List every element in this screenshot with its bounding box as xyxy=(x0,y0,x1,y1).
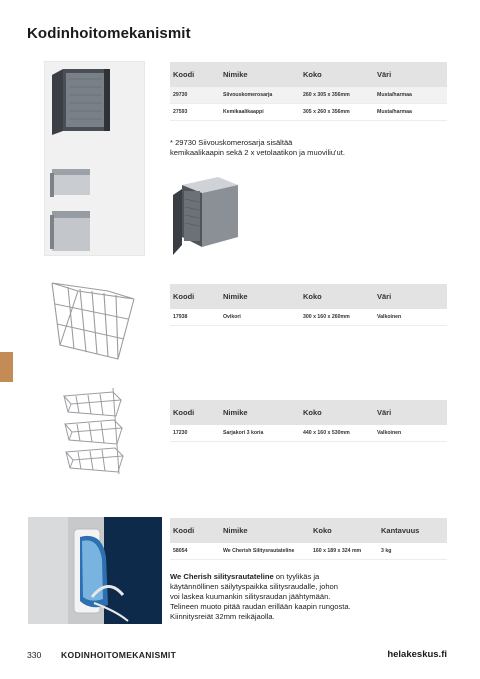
cell-code: 27593 xyxy=(173,109,188,115)
col-color: Väri xyxy=(377,70,392,79)
page-title: Kodinhoitomekanismit xyxy=(27,25,191,42)
cell-size: 300 x 160 x 260mm xyxy=(303,314,350,320)
col-name: Nimike xyxy=(223,292,248,301)
cabinet-note-line: kemikaalikaapin sekä 2 x vetolaatikon ja muoviliu'ut. xyxy=(170,148,345,157)
page-number: 330 xyxy=(27,650,42,660)
col-code: Koodi xyxy=(173,408,195,417)
cell-color: Valkoinen xyxy=(377,314,402,320)
cell-size: 260 x 305 x 356mm xyxy=(303,92,350,98)
chemical-cabinet-image xyxy=(170,175,240,260)
col-size: Koko xyxy=(303,408,322,417)
footer-section-title: KODINHOITOMEKANISMIT xyxy=(61,650,177,660)
cabinet-table xyxy=(170,62,447,121)
iron-description-bold: We Cherish silitysrautateline xyxy=(170,572,274,581)
col-size: Koko xyxy=(303,292,322,301)
iron-holder-table xyxy=(170,518,447,560)
table-row xyxy=(170,87,447,104)
table-row xyxy=(170,104,447,121)
table-row xyxy=(170,309,447,326)
col-code: Koodi xyxy=(173,292,195,301)
cell-color: Musta/harmaa xyxy=(377,92,412,98)
col-name: Nimike xyxy=(223,408,248,417)
col-name: Nimike xyxy=(223,70,248,79)
door-basket-table xyxy=(170,284,447,326)
iron-description-line: Kiinnitysreiät 32mm reikäjaolla. xyxy=(170,612,275,621)
col-code: Koodi xyxy=(173,526,195,535)
cleaning-cabinet-set-image xyxy=(44,61,145,256)
cell-name: Ovikori xyxy=(223,314,241,320)
col-color: Väri xyxy=(377,408,392,417)
col-size: Koko xyxy=(303,70,322,79)
cell-size: 305 x 260 x 356mm xyxy=(303,109,350,115)
cell-name: Siivouskomerosarja xyxy=(223,92,273,98)
cell-size: 440 x 160 x 530mm xyxy=(303,430,350,436)
cell-name: Sarjakori 3 koria xyxy=(223,430,264,436)
table-header xyxy=(170,518,447,543)
col-name: Nimike xyxy=(223,526,248,535)
col-load-capacity: Kantavuus xyxy=(381,526,420,535)
iron-holder-description xyxy=(170,572,450,622)
cell-code: 58054 xyxy=(173,548,188,554)
table-row xyxy=(170,543,447,560)
iron-description-line: käytännöllinen säilytyspaikka silitysraudalle, johon xyxy=(170,582,338,591)
col-code: Koodi xyxy=(173,70,195,79)
cell-load-capacity: 3 kg xyxy=(381,548,392,554)
cell-code: 29730 xyxy=(173,92,188,98)
table-row xyxy=(170,425,447,442)
iron-description-line xyxy=(170,572,450,582)
cell-size: 160 x 189 x 324 mm xyxy=(313,548,362,554)
iron-holder-image xyxy=(28,517,162,624)
cabinet-note-line: * 29730 Siivouskomerosarja sisältää xyxy=(170,138,293,147)
col-size: Koko xyxy=(313,526,332,535)
table-header xyxy=(170,400,447,425)
cell-color: Valkoinen xyxy=(377,430,402,436)
door-basket-image xyxy=(48,279,138,369)
iron-description-line: Telineen muoto pitää raudan erillään kaapin rungosta. xyxy=(170,602,351,611)
table-header xyxy=(170,62,447,87)
table-header xyxy=(170,284,447,309)
iron-description-line: voi laskea kuumankin silitysraudan jäähtymään. xyxy=(170,592,331,601)
section-color-tab xyxy=(0,352,13,382)
cell-color: Musta/harmaa xyxy=(377,109,412,115)
cabinet-note xyxy=(170,138,450,158)
triple-basket-image xyxy=(61,386,127,478)
cell-code: 17230 xyxy=(173,430,188,436)
cell-code: 17938 xyxy=(173,314,188,320)
iron-description-text: on tyylikäs ja xyxy=(273,572,320,581)
col-color: Väri xyxy=(377,292,392,301)
triple-basket-table xyxy=(170,400,447,442)
cell-name: We Cherish Silitysrautateline xyxy=(223,548,295,554)
footer-website: helakeskus.fi xyxy=(387,649,447,660)
cell-name: Kemikaalikaappi xyxy=(223,109,264,115)
